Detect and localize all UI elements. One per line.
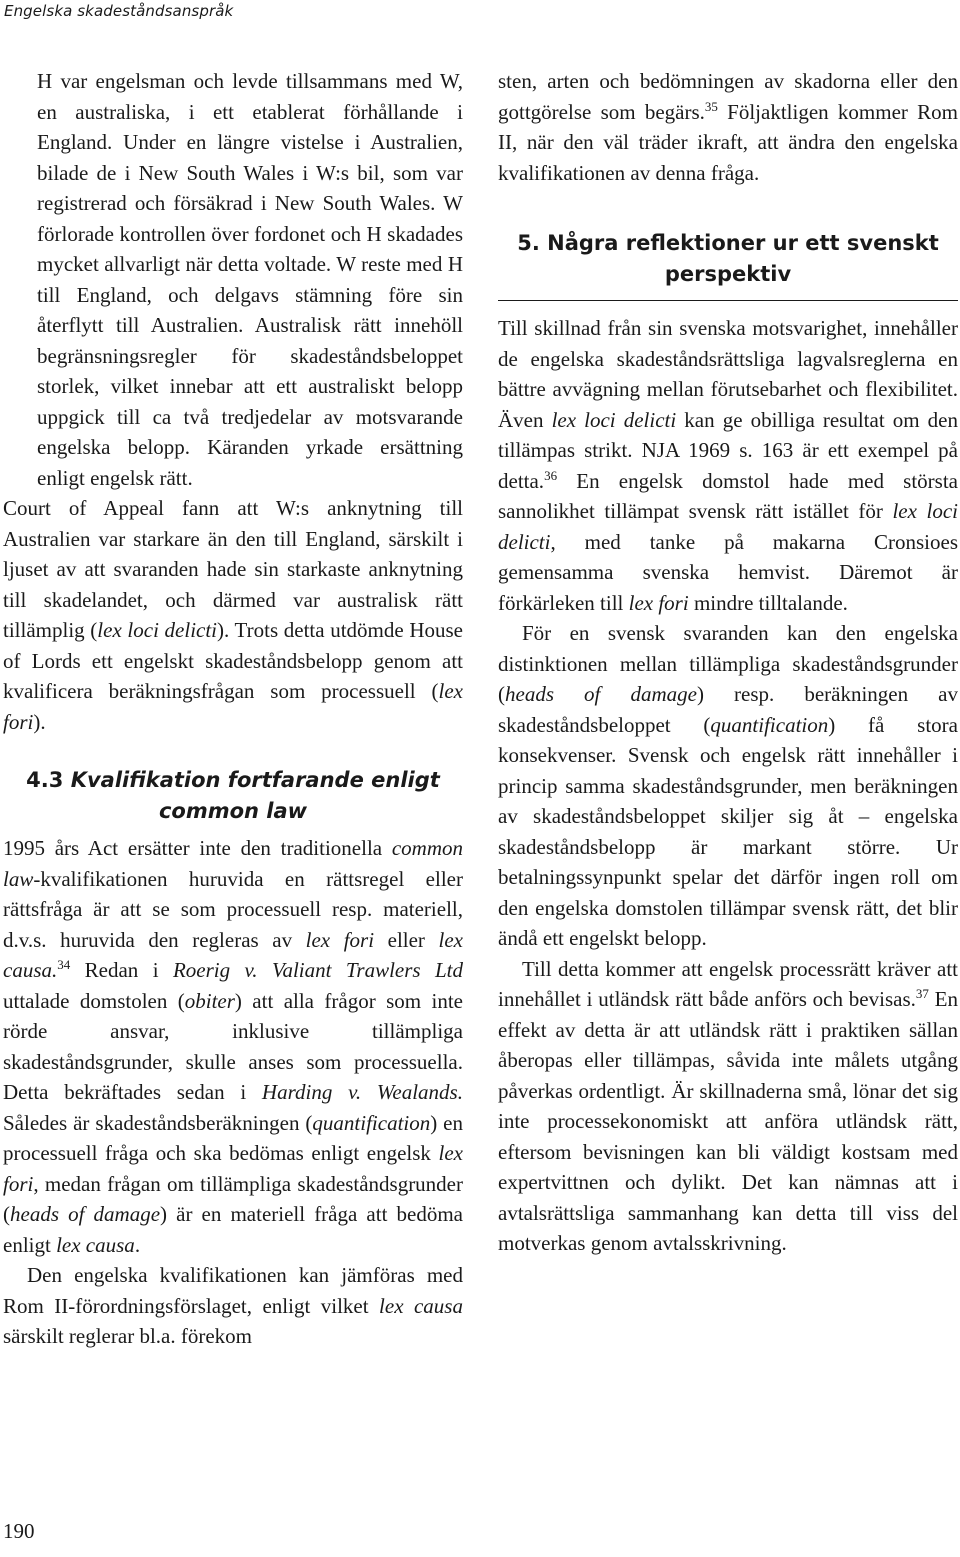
text-span: kan ge obilliga resultat om den tillämpas strikt. NJA 1969 s. 163 är ett exempel på detta. bbox=[498, 407, 958, 493]
section-title: Några reflektioner ur ett svenskt perspektiv bbox=[547, 231, 939, 286]
right-column bbox=[498, 66, 958, 1259]
footnote-ref-35[interactable]: 35 bbox=[704, 98, 718, 114]
section-heading-4-3 bbox=[3, 765, 463, 827]
footnote-ref-34[interactable]: 34 bbox=[57, 957, 71, 972]
text-span: Till detta kommer att engelsk processrätt kräver att innehållet i utländsk rätt både anförs och bevisas. bbox=[498, 956, 958, 1011]
text-span: ) resp. beräkningen av skadeståndsbeloppet ( bbox=[498, 682, 958, 737]
text-span: ) få stora konsekvenser. Svensk och engelsk rätt innehåller i princip samma skadeståndsgrunder, men beräkningen av skadeståndsbeloppet skiljer sig åt – engelska skadeståndsbelopp är markant större. Ur betalningssynpunkt spelar det därför ingen roll om den engelska domstolen tillämpar svensk rätt, det blir ändå ett engelskt belopp. bbox=[498, 712, 958, 950]
text-span: -kvalifikationen huruvida en rättsregel eller rättsfråga är att se som processuell resp. materiell, d.v.s. huruvida den regleras av bbox=[3, 866, 463, 952]
latin-term: common law bbox=[3, 836, 463, 891]
english-term: heads of damage bbox=[505, 682, 697, 706]
english-term: quantification bbox=[312, 1110, 431, 1135]
section-number: 5. bbox=[517, 231, 540, 255]
footnote-ref-36[interactable]: 36 bbox=[544, 467, 558, 483]
court-of-appeal-paragraph bbox=[3, 493, 463, 737]
text-span: En effekt av detta är att utländsk rätt i praktiken sällan åberopas eller tillämpas, såvida inte målets utgång påverkas ordentligt. Är skillnaderna små, lönar det sig inte processekonomiskt att anföra utländsk rätt, eftersom bevisningen kan bli väldigt kostsam med expertvittnen och dylikt. Det kan nämnas att i avtalsrättsliga sammanhang kan detta till viss del motverkas genom avtalsskrivning. bbox=[498, 987, 958, 1255]
text-span: . bbox=[134, 1232, 141, 1257]
text-span: Redan i bbox=[70, 958, 173, 982]
text-span: uttalade domstolen ( bbox=[3, 988, 185, 1013]
text-span: ) en processuell fråga och ska bedömas enligt engelsk bbox=[3, 1110, 463, 1165]
text-span: ) att alla frågor som inte rörde ansvar, inklusive tillämpliga skadeståndsgrunder, skulle anses som processuella. Detta bekräftades sedan i bbox=[3, 988, 463, 1104]
latin-term: lex loci delicti bbox=[551, 407, 677, 432]
text-span: En engelsk domstol hade med största sannolikhet tillämpat svensk rätt istället för bbox=[498, 468, 958, 523]
latin-term: lex causa bbox=[379, 1293, 463, 1318]
continuation-paragraph bbox=[498, 66, 958, 188]
latin-term: lex causa bbox=[56, 1232, 135, 1257]
latin-term: lex fori bbox=[305, 927, 375, 952]
section-number: 4.3 bbox=[26, 768, 64, 792]
case-name: Harding v. Wealands. bbox=[261, 1080, 463, 1104]
text-span: , med tanke på makarna Cronsioes gemensamma svenska hemvist. Däremot är förkärleken till bbox=[498, 529, 958, 615]
rome-ii-paragraph bbox=[3, 1260, 463, 1352]
latin-term: lex fori bbox=[628, 590, 689, 615]
text-span: Till skillnad från sin svenska motsvarighet, innehåller de engelska skadeståndsrättsliga lagvalsreglerna en bättre avvägning mellan förutsebarhet och flexibilitet. Även bbox=[498, 316, 958, 432]
latin-term: lex fori bbox=[3, 679, 463, 734]
latin-term: lex loci delicti bbox=[498, 499, 958, 554]
case-summary-block: H var engelsman och levde tillsammans med W, en australiska, i ett etablerat förhållande i England. Under en längre vistelse i Australien, bilade de i New South Wales i W:s bil, som var registrerad och försäkrad i New South Wales. W förlorade kontrollen över fordonet och H skadades mycket allvarligt när detta voltade. W reste med H till England, och delgavs stämning före sin återflytt till Australien. Australisk rätt innehöll begränsningsregler för skadeståndsbeloppet storlek, vilket innebar att ett australiskt belopp uppgick till ca två tredjedelar av motsvarande engelska belopp. Käranden yrkade ersättning enligt engelsk rätt. bbox=[37, 69, 463, 490]
running-head: Engelska skadeståndsanspråk bbox=[4, 2, 234, 20]
text-span: ) är en materiell fråga att bedöma enligt bbox=[3, 1202, 463, 1257]
text-span: mindre tilltalande. bbox=[688, 590, 848, 615]
text-span: 1995 års Act ersätter inte den traditionella bbox=[3, 836, 392, 860]
text-span: , medan frågan om tillämpliga skadeståndsgrunder ( bbox=[3, 1171, 463, 1226]
case-name: Roerig v. Valiant Trawlers Ltd bbox=[172, 958, 463, 982]
latin-term: lex causa. bbox=[3, 927, 463, 982]
text-span: Den engelska kvalifikationen kan jämföras med Rom II-förordningsförslaget, enligt vilket bbox=[3, 1263, 463, 1318]
text-span: Således är skadeståndsberäkningen ( bbox=[3, 1110, 313, 1135]
text-span: särskilt reglerar bl.a. förekom bbox=[3, 1324, 252, 1348]
text-span: eller bbox=[374, 927, 439, 952]
footnote-ref-37[interactable]: 37 bbox=[915, 986, 929, 1001]
swedish-defendant-paragraph bbox=[498, 618, 958, 954]
text-span: ). Trots detta utdömde House of Lords ett engelskt skadeståndsbelopp genom att kvalificera beräkningsfrågan som processuell ( bbox=[3, 618, 463, 703]
procedural-law-paragraph bbox=[498, 954, 958, 1259]
english-term: quantification bbox=[710, 712, 829, 737]
section-heading-5 bbox=[498, 228, 958, 301]
text-span: sten, arten och bedömningen av skadorna eller den gottgörelse som begärs. bbox=[498, 69, 958, 124]
swedish-comparison-paragraph bbox=[498, 313, 958, 618]
latin-term: lex fori bbox=[3, 1141, 463, 1196]
text-span: Följaktligen kommer Rom II, när den väl träder ikraft, att ändra den engelska kvalifikationen av denna fråga. bbox=[498, 99, 959, 185]
text-span: ). bbox=[33, 709, 46, 734]
latin-term: lex loci delicti bbox=[97, 618, 218, 642]
english-term: heads of damage bbox=[10, 1202, 161, 1226]
act-1995-paragraph bbox=[3, 833, 463, 1260]
text-span: Court of Appeal fann att W:s anknytning till Australien var starkare än den till England, särskilt i ljuset av att svaranden hade sin starkaste anknytning till skadelandet, och därmed var australisk rätt tillämplig ( bbox=[3, 496, 463, 642]
section-title: Kvalifikation fortfarande enligt common law bbox=[70, 768, 440, 823]
text-span: För en svensk svaranden kan den engelska distinktionen mellan tillämpliga skadeståndsgrunder ( bbox=[498, 621, 958, 706]
left-column bbox=[3, 66, 463, 1352]
page-number: 190 bbox=[3, 1519, 35, 1543]
latin-term: obiter bbox=[184, 988, 235, 1013]
